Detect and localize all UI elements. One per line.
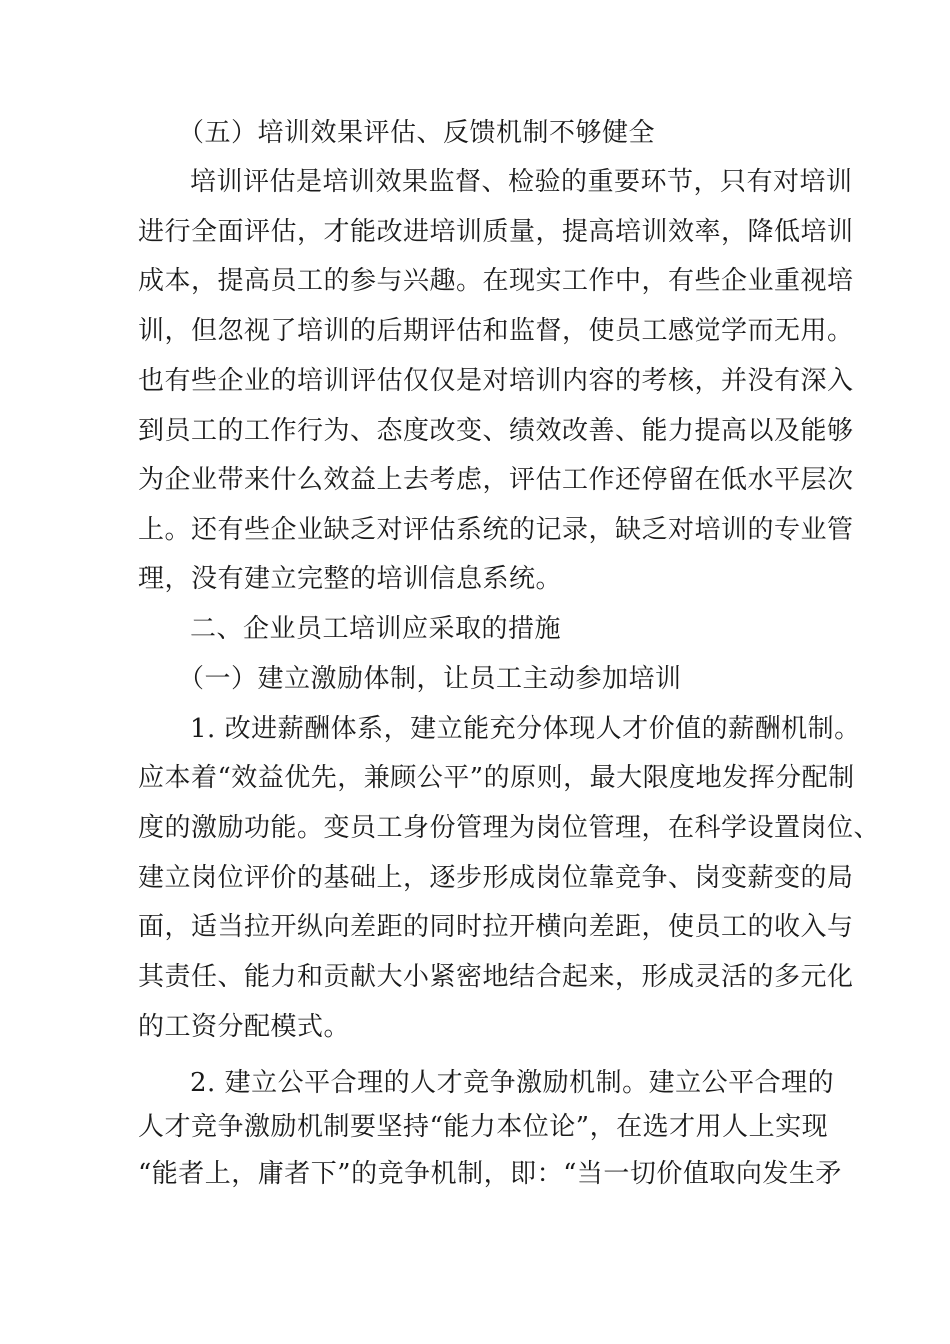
- paragraph-line: 也有些企业的培训评估仅仅是对培训内容的考核，并没有深入: [138, 366, 854, 396]
- paragraph-line: 人才竞争激励机制要坚持“能力本位论”，在选才用人上实现: [138, 1112, 829, 1142]
- paragraph-line: 为企业带来什么效益上去考虑，评估工作还停留在低水平层次: [138, 465, 854, 495]
- section-one-heading: （一）建立激励体制，让员工主动参加培训: [178, 664, 682, 694]
- paragraph-line: 进行全面评估，才能改进培训质量，提高培训效率，降低培训: [138, 217, 854, 247]
- chapter-two-heading: 二、企业员工培训应采取的措施: [190, 614, 562, 644]
- paragraph-line: 理，没有建立完整的培训信息系统。: [138, 564, 563, 594]
- paragraph-line: 度的激励功能。变员工身份管理为岗位管理，在科学设置岗位、: [138, 813, 881, 843]
- paragraph-line: 面，适当拉开纵向差距的同时拉开横向差距，使员工的收入与: [138, 912, 854, 942]
- paragraph-line: 成本，提高员工的参与兴趣。在现实工作中，有些企业重视培: [138, 266, 854, 296]
- section-five-heading: （五）培训效果评估、反馈机制不够健全: [178, 118, 656, 148]
- paragraph-line: 的工资分配模式。: [138, 1012, 351, 1042]
- paragraph-line: 培训评估是培训效果监督、检验的重要环节，只有对培训: [190, 167, 853, 197]
- paragraph-line: 建立岗位评价的基础上，逐步形成岗位靠竞争、岗变薪变的局: [138, 863, 854, 893]
- paragraph-line: 2. 建立公平合理的人才竞争激励机制。建立公平合理的: [190, 1068, 835, 1098]
- paragraph-line: 1. 改进薪酬体系，建立能充分体现人才价值的薪酬机制。: [190, 714, 861, 744]
- paragraph-line: “能者上，庸者下”的竞争机制，即：“当一切价值取向发生矛: [138, 1159, 842, 1189]
- paragraph-line: 训，但忽视了培训的后期评估和监督，使员工感觉学而无用。: [138, 316, 854, 346]
- paragraph-line: 上。还有些企业缺乏对评估系统的记录，缺乏对培训的专业管: [138, 515, 854, 545]
- paragraph-line: 其责任、能力和贡献大小紧密地结合起来，形成灵活的多元化: [138, 962, 854, 992]
- paragraph-line: 应本着“效益优先，兼顾公平”的原则，最大限度地发挥分配制: [138, 763, 855, 793]
- paragraph-line: 到员工的工作行为、态度改变、绩效改善、能力提高以及能够: [138, 416, 854, 446]
